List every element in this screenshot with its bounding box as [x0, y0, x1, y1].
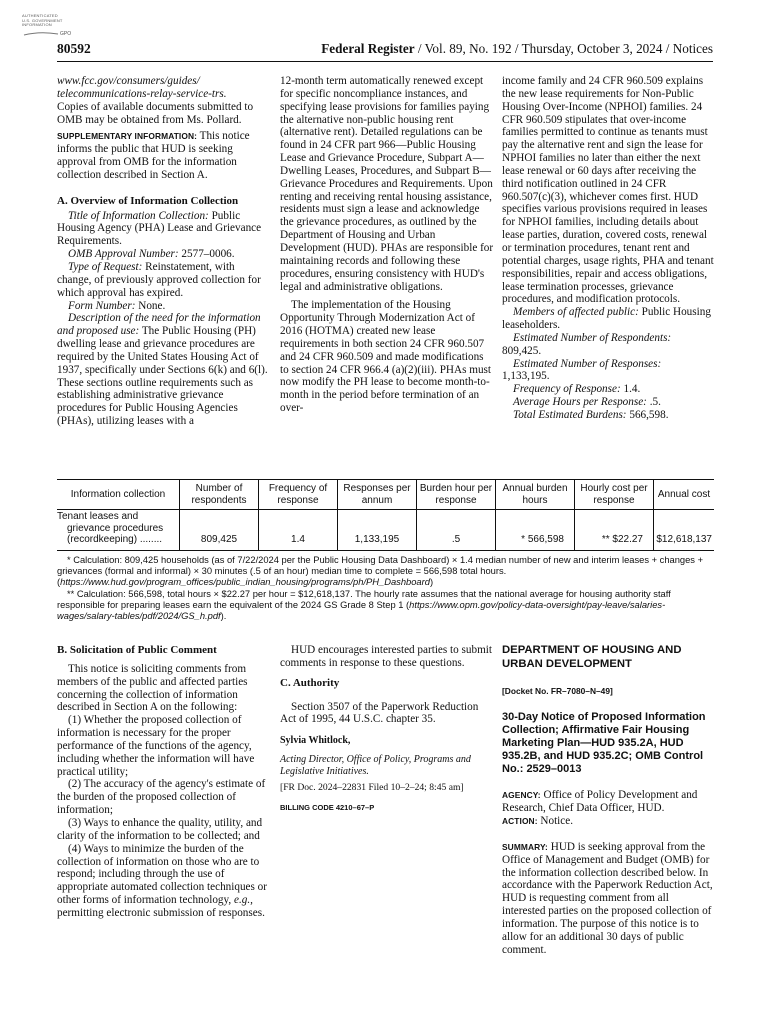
url-line-1[interactable]: www.fcc.gov/consumers/guides/: [57, 75, 200, 87]
row-name-line-2: grievance procedures: [67, 522, 164, 534]
th-annual-cost: Annual cost: [654, 480, 715, 510]
form-number: [57, 300, 269, 313]
members-label: Members of affected public:: [513, 306, 639, 319]
desc-value: The Public Housing (PH) dwelling lease and grievance procedures are required by the United States Housing Act of 1937, specifically under Sections 6(k) and 6(l). These sections outline requirements such as establishing administrative grievance procedures for Public Housing Agencies (PHAs), utilizing leases with a: [57, 325, 268, 428]
cell-information-collection: [57, 510, 180, 551]
hours-value: .5.: [646, 396, 661, 409]
avg-hours-per-response: [502, 396, 714, 409]
type-of-request: [57, 261, 269, 300]
footnote-2-text: ** Calculation: 566,598, total hours × $22.27 per hour = $12,618,137. The hourly rate assumes that the national average for housing authority staff responsible for preparing leases earn the equivalent of the 2024 GS Grade 8 Step 1 (: [57, 588, 671, 610]
hours-label: Average Hours per Response:: [513, 396, 647, 409]
freq-label: Frequency of Response:: [513, 383, 621, 396]
burden-table: [57, 479, 714, 551]
summary-line: [502, 841, 714, 957]
page-number: 80592: [57, 41, 91, 56]
agency-label: AGENCY:: [502, 790, 541, 801]
total-estimated-burdens: [502, 409, 714, 422]
action-line: [502, 815, 714, 828]
omb-label: OMB Approval Number:: [68, 248, 179, 261]
th-hourly-cost-per-response: Hourly cost per response: [575, 480, 654, 510]
freq-value: 1.4.: [620, 383, 641, 396]
header-publication: Federal Register: [321, 41, 415, 56]
question-4: [57, 843, 269, 920]
fr-doc-line: [FR Doc. 2024–22831 Filed 10–2–24; 8:45 am]: [280, 782, 464, 794]
cell-burden-hour: .5: [417, 510, 496, 551]
page-header: [57, 41, 713, 62]
agency-line: [502, 789, 714, 815]
question-3: (3) Ways to enhance the quality, utility, and clarity of the information to be collected; and: [57, 816, 263, 842]
th-responses-per-annum: Responses per annum: [338, 480, 417, 510]
column-1-bottom: [57, 644, 269, 920]
column-3-top: [502, 75, 714, 422]
supplementary-info: [57, 130, 269, 181]
title-value: Public Housing Agency (PHA) Lease and Grievance Requirements.: [57, 209, 262, 248]
omb-approval: [57, 248, 269, 261]
cell-frequency: 1.4: [259, 510, 338, 551]
nphoi-paragraph: income family and 24 CFR 960.509 explains the new lease requirements for Non-Public Housing Over-Income (NPHOI) families. 24 CFR 960.509 stipulates that over-income families permitted to continue as tenants must pay the alternative rent and sign the lease for NPHOI families no later than either the next lease renewal or 60 days after receiving the third notification outlined in 24 CFR 960.507(c)(3), whichever comes first. HUD specifies various provisions required in leases for NPHOI families, including details about lease parties, duration, covered costs, renewal or termination procedures, tenant rent and potential charges, usage rights, PHA and tenant responsibilities, repair and access obligations, lease termination processes, grievance procedures, and modification protocols.: [502, 75, 714, 306]
form-value: None.: [135, 299, 166, 312]
billing-code: BILLING CODE 4210–67–P: [280, 802, 375, 812]
title-label: Title of Information Collection:: [68, 209, 209, 222]
footnote-1-end: ): [429, 577, 434, 588]
type-label: Type of Request:: [68, 260, 143, 273]
question-4-text: (4) Ways to minimize the burden of the collection of information on those who are to respond; including through the use of appropriate automated collection techniques or other forms of information technology,: [57, 842, 267, 907]
column-2-top: [280, 75, 494, 415]
desc-label: Description of the need for the information and proposed use:: [57, 312, 261, 338]
signer-name: Sylvia Whitlock,: [280, 735, 351, 747]
document-title: 30-Day Notice of Proposed Information Collection; Affirmative Fair Housing Marketing Plan—HUD 935.2A, HUD 935.2B, and HUD 935.2C; OMB Control No.: 2529–0013: [502, 710, 706, 776]
logo-line-1: AUTHENTICATED: [22, 13, 58, 18]
footnote-1: [57, 555, 714, 589]
summary-value: HUD is seeking approval from the Office of Management and Budget (OMB) for the information collection described below. In accordance with the Paperwork Reduction Act, HUD is requesting comment from all interested parties on the proposed collection of information. The purpose of this notice is to allow for an additional 30 days of public comment.: [502, 840, 713, 956]
members-affected: [502, 306, 714, 332]
supp-label: SUPPLEMENTARY INFORMATION:: [57, 131, 198, 142]
footnote-1-text: * Calculation: 809,425 households (as of 7/22/2024 per the Public Housing Data Dashboard) × 1.4 median number of new and interim leases + changes + grievances (formal and informal) × 30 minutes (.5 of an hour) median time to complete = 566,598 total hours. (: [57, 555, 704, 588]
total-value: 566,598.: [626, 408, 669, 421]
supp-text: This notice informs the public that HUD is seeking approval from OMB for the information collection described in Section A.: [57, 130, 250, 181]
members-value: Public Housing leaseholders.: [502, 306, 711, 332]
department-heading: DEPARTMENT OF HOUSING AND URBAN DEVELOPMENT: [502, 644, 682, 670]
gpo-authenticated-logo: [22, 14, 80, 38]
th-number-of-respondents: Number of respondents: [180, 480, 259, 510]
form-label: Form Number:: [68, 299, 136, 312]
cell-annual-cost: $12,618,137: [654, 510, 715, 551]
signer-title: Acting Director, Office of Policy, Programs and Legislative Initiatives.: [280, 754, 471, 778]
cell-annual-hours: * 566,598: [496, 510, 575, 551]
total-label: Total Estimated Burdens:: [513, 408, 627, 421]
th-annual-burden-hours: Annual burden hours: [496, 480, 575, 510]
logo-line-2: U.S. GOVERNMENT: [22, 17, 63, 23]
footnote-2-end: ).: [220, 611, 227, 622]
row-name-line-1: Tenant leases and: [57, 511, 139, 523]
description-of-need: [57, 312, 269, 428]
lease-requirements-paragraph: 12-month term automatically renewed except for specific noncompliance instances, and specifying lease provisions for families paying the alternative non-public housing rent (alternative rent). Detailed regulations can be found in 24 CFR part 966—Public Housing Lease and Grievance Procedure, Subpart A—Dwelling Leases, Procedures, and Subpart B—Grievance Procedures and Requirements. Upon renting and receiving rental housing assistance, residents must sign a lease and acknowledge the grievance procedures, as outlined by the Department of Housing and Urban Development (HUD). PHAs are responsible for maintaining records and following these procedures, ensuring consistency with HUD's legal and administrative obligations.: [280, 75, 494, 293]
omb-value: 2577–0006.: [178, 248, 235, 261]
th-burden-hour-per-response: Burden hour per response: [417, 480, 496, 510]
action-label: ACTION:: [502, 816, 538, 826]
respondents-label: Estimated Number of Respondents:: [513, 331, 672, 344]
agency-value: Office of Policy Development and Research, Chief Data Officer, HUD.: [502, 789, 698, 815]
column-1-top: [57, 75, 269, 428]
action-value: Notice.: [537, 815, 574, 827]
est-respondents-value: 809,425.: [502, 344, 542, 357]
type-value: Reinstatement, with change, of previously approved collection for which approval has expired.: [57, 260, 261, 299]
title-of-collection: [57, 210, 269, 249]
solicitation-intro: This notice is soliciting comments from members of the public and affected parties concerning the collection of information described in Section A on the following:: [57, 662, 248, 714]
header-issue: / Vol. 89, No. 192 / Thursday, October 3, 2024 / Notices: [414, 41, 713, 56]
responses-label: Estimated Number of Responses:: [513, 357, 662, 370]
row-name-line-3: (recordkeeping) ........: [67, 534, 163, 546]
th-frequency-of-response: Frequency of response: [259, 480, 338, 510]
hotma-paragraph: The implementation of the Housing Opportunity Through Modernization Act of 2016 (HOTMA) created new lease requirements in both section 24 CFR 960.507 and 24 CFR 960.509 and made modifications to section 24 CFR 966.4 (a)(2)(iii). PHAs must now modify the PH lease to become month-to-month in the period before termination of an over-: [280, 299, 492, 415]
est-responses-label: [502, 358, 714, 371]
th-information-collection: Information collection: [57, 480, 180, 510]
header-title: [321, 41, 713, 57]
url-line-2[interactable]: telecommunications-relay-service-trs.: [57, 87, 227, 100]
section-a-heading: A. Overview of Information Collection: [57, 194, 239, 207]
footnote-2: [57, 589, 714, 623]
question-2: (2) The accuracy of the agency's estimate of the burden of the proposed collection of information;: [57, 778, 266, 817]
cell-hourly-cost: ** $22.27: [575, 510, 654, 551]
table-row: [57, 510, 714, 551]
section-c-heading: C. Authority: [280, 676, 340, 689]
table-footnotes: [57, 555, 714, 622]
logo-line-3: INFORMATION: [22, 22, 52, 28]
footnote-1-link[interactable]: https://www.hud.gov/program_offices/public_indian_housing/programs/ph/PH_Dashboard: [60, 577, 430, 588]
question-1: (1) Whether the proposed collection of information is necessary for the proper performance of the functions of the agency, including whether the information will have practical utility;: [57, 714, 255, 778]
logo-swoosh-icon: [22, 30, 62, 38]
logo-gpo: GPO: [60, 31, 72, 37]
cell-respondents: 809,425: [180, 510, 259, 551]
authority-text: Section 3507 of the Paperwork Reduction Act of 1995, 44 U.S.C. chapter 35.: [280, 700, 479, 726]
question-4-end: permitting electronic submission of responses.: [57, 906, 265, 919]
table-header-row: [57, 480, 714, 510]
encourage-comments: HUD encourages interested parties to submit comments in response to these questions.: [280, 644, 493, 669]
column-2-bottom: [280, 644, 494, 815]
summary-label: SUMMARY:: [502, 841, 548, 852]
cell-responses: 1,133,195: [338, 510, 417, 551]
frequency-of-response: [502, 383, 714, 396]
est-respondents-label: [502, 332, 714, 345]
footnote-2-link[interactable]: https://www.opm.gov/policy-data-oversight/pay-leave/salaries-wages/salary-tables/pdf/2024/GS_h.pdf: [57, 599, 666, 622]
docket-number: [Docket No. FR–7080–N–49]: [502, 686, 613, 696]
section-b-heading: B. Solicitation of Public Comment: [57, 644, 217, 656]
question-4-eg: e.g.,: [234, 894, 253, 907]
column-3-bottom: [502, 644, 714, 956]
est-responses-value: 1,133,195.: [502, 370, 550, 383]
copies-text: Copies of available documents submitted to OMB may be obtained from Ms. Pollard.: [57, 100, 254, 126]
